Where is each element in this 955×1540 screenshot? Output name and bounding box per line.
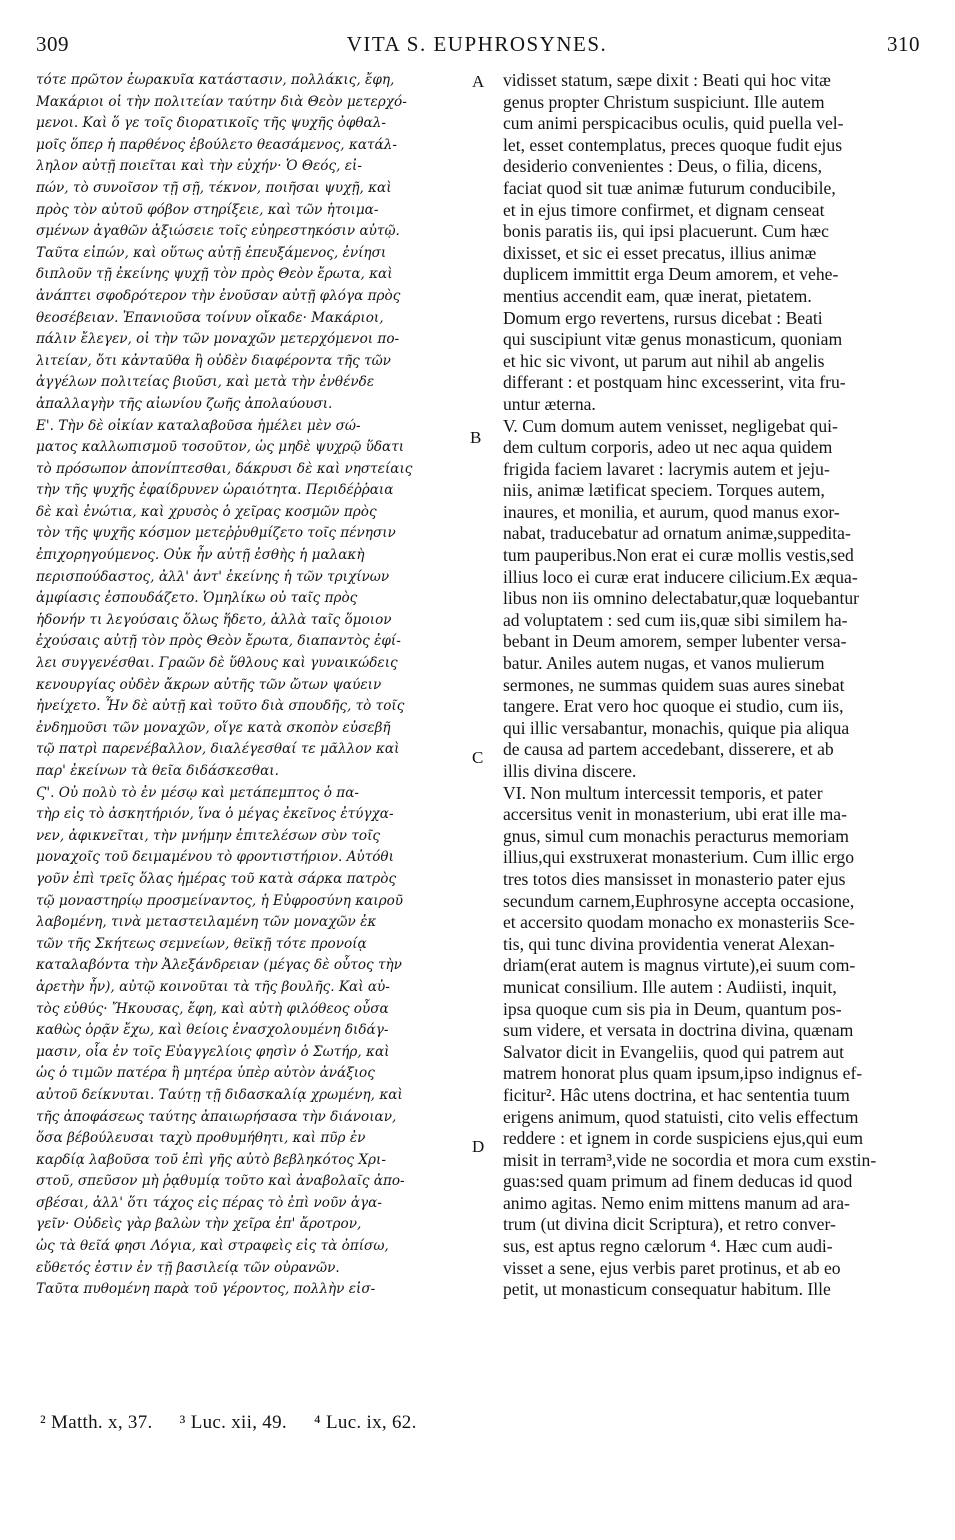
text-line: ἀπαλλαγὴν τῆς αἰωνίου ζωῆς ἀπολαύουσι.: [36, 395, 333, 412]
text-line: ficitur². Hâc utens doctrina, et hac sententia tuum: [503, 1084, 850, 1105]
margin-marker-c: C: [472, 748, 484, 767]
text-line: secundum carnem,Euphrosyne accepta occasione,: [503, 890, 855, 911]
text-line: ἐχούσαις αὐτῇ τὸν πρὸς Θεὸν ἔρωτα, διαπαντὸς ἐφί-: [36, 633, 401, 650]
text-line: ὅσα βέβούλευσαι ταχὺ προθυμήθητι, καὶ πῦρ ἐν: [36, 1130, 366, 1147]
text-line: ἀμφίασις ἐσπουδάζετο. Ὁμηλίκω οὐ ταῖς πρὸς: [36, 590, 358, 607]
text-line: καρδίᾳ λαβοῦσα τοῦ ἐπὶ γῆς αὐτὸ βεβληκότος Χρι-: [36, 1151, 386, 1168]
text-line: et in ejus timore confirmet, et dignam censeat: [503, 199, 825, 220]
text-line: περισπούδαστος, ἀλλ' ἀντ' ἐκείνης ἡ τῶν τριχίνων: [36, 568, 390, 585]
text-line: VI. Non multum intercessit temporis, et pater: [503, 782, 823, 803]
text-line: σμένων ἀγαθῶν ἀξιώσειε τοῖς εὐηρεστηκόσιν αὐτῷ.: [36, 223, 400, 240]
text-line: τὸν τῆς ψυχῆς κόσμον μετεῤῥυθμίζετο τοῖς πένησιν: [36, 525, 396, 542]
text-line: διπλοῦν τῇ ἐκείνης ψυχῇ τὸν πρὸς Θεὸν ἔρωτα, καὶ: [36, 266, 393, 283]
text-line: παρ' ἐκείνων τὰ θεῖα διδάσκεσθαι.: [36, 763, 279, 779]
text-line: τὸς εὐθύς· Ἤκουσας, ἔφη, καὶ αὐτὴ φιλόθεος οὖσα: [36, 1000, 389, 1017]
latin-text-column: [503, 70, 917, 1301]
text-line: inaures, et monilia, et aurum, quod manus exor-: [503, 501, 840, 522]
text-line: Ταῦτα πυθομένη παρὰ τοῦ γέροντος, πολλὴν εἰσ-: [36, 1281, 376, 1298]
text-line: αὐτοῦ δείκνυται. Ταύτῃ τῇ διδασκαλίᾳ χρωμένη, καὶ: [36, 1086, 403, 1103]
text-line: genus propter Christum suspiciunt. Ille autem: [503, 91, 825, 112]
text-line: ματος καλλωπισμοῦ τοσοῦτον, ὡς μηδὲ ψυχρῷ ὕδατι: [36, 439, 405, 456]
text-line: trum (ut divina dicit Scriptura), et retro conver-: [503, 1214, 836, 1235]
text-line: de causa ad partem accedebant, disserere, et ab: [503, 739, 834, 760]
text-line: Ταῦτα εἰπών, καὶ οὕτως αὐτῇ ἐπευξάμενος, ἐνίησι: [36, 244, 387, 261]
text-line: ὡς ὁ τιμῶν πατέρα ἢ μητέρα ὑπὲρ αὐτὸν ἀνάξιος: [36, 1065, 375, 1082]
text-line: λει συγγενέσθαι. Γραῶν δὲ ὕθλους καὶ γυναικώδεις: [36, 655, 398, 672]
footnotes: [40, 1412, 640, 1434]
text-line: πρὸς τὸν αὐτοῦ φόβον στηρίξειε, καὶ τῶν ἡτοιμα-: [36, 201, 379, 218]
text-line: driam(erat autem is magnus virtute),ei suum com-: [503, 955, 856, 976]
text-line: matrem honorat plus quam ipsum,ipso indignus ef-: [503, 1063, 863, 1084]
margin-marker-a: A: [472, 72, 485, 91]
text-line: erigens animum, quod statuisti, cito velis effectum: [503, 1106, 859, 1127]
text-line: gnus, simul cum monachis peracturus memoriam: [503, 825, 849, 846]
text-line: γεῖν· Οὐδεὶς γὰρ βαλὼν τὴν χεῖρα ἐπ' ἄροτρον,: [36, 1216, 362, 1233]
text-line: ad voluptatem : sed cum iis,quæ sibi similem ha-: [503, 609, 848, 630]
text-line: et accersito quodam monacho ex monasteriis Sce-: [503, 912, 855, 933]
text-line: qui illic versabantur, monachis, quique pia aliqua: [503, 717, 850, 738]
text-line: πών, τὸ συνοῖσον τῇ σῇ, τέκνον, ποιῆσαι ψυχῇ, καὶ: [36, 179, 392, 196]
text-line: ipsa quoque cum sis pia in Deum, quantum pos-: [503, 998, 842, 1019]
text-line: tum pauperibus.Non erat ei curæ mollis vestis,sed: [503, 545, 854, 566]
text-line: nabat, traducebatur ad ornatum animæ,suppedita-: [503, 523, 851, 544]
text-line: Μακάριοι οἱ τὴν πολιτείαν ταύτην διὰ Θεὸν μετερχό-: [36, 93, 407, 110]
text-line: ληλον αὐτῇ ποιεῖται καὶ τὴν εὐχήν· Ὁ Θεός, εἰ-: [36, 158, 362, 175]
text-line: κενουργίας οὐδὲν ἄκρων αὐτῆς τῶν ὤτων ψαύειν: [36, 676, 382, 693]
text-line: sermones, ne summas quidem suas aures sinebat: [503, 674, 845, 695]
text-line: μοῖς ὅπερ ἡ παρθένος ἐβούλετο θεασάμενος, κατάλ-: [36, 136, 397, 153]
text-line: mentius accendit eam, quæ inerat, pietatem.: [503, 285, 812, 306]
text-line: untur æterna.: [503, 393, 596, 414]
text-line: ἠνείχετο. Ἦν δὲ αὐτῇ καὶ τοῦτο διὰ σπουδῆς, τὸ τοῖς: [36, 698, 405, 715]
footnote-3: ³ Luc. xii, 49.: [179, 1412, 287, 1433]
page-number-left: 309: [36, 32, 69, 56]
greek-text-column: [36, 70, 464, 1301]
text-line: καθὼς ὁρᾷν ἔχω, καὶ θείοις ἐνασχολουμένη διδάγ-: [36, 1022, 389, 1039]
text-line: animo agitas. Nemo enim mittens manum ad ara-: [503, 1192, 850, 1213]
text-line: dixisset, et sic ei esset precatus, illius animæ: [503, 242, 817, 263]
text-line: δὲ καὶ ἐνώτια, καὶ χρυσὸς ὁ χεῖρας κοσμῶν πρὸς: [36, 503, 377, 520]
text-line: ἀρετὴν ἦν), αὐτῷ κοινοῦται τὰ τῆς βουλῆς. Καὶ αὐ-: [36, 978, 390, 995]
text-line: et hic sic vivont, ut parum aut nihil ab angelis: [503, 350, 825, 371]
text-line: τὴν τῆς ψυχῆς ἐφαίδρυνεν ὡραιότητα. Περιδέῤῥαια: [36, 482, 394, 499]
text-line: petit, ut monasticum consequatur habitum. Ille: [503, 1279, 831, 1300]
text-line: bebant in Deum amorem, semper lubenter versa-: [503, 631, 847, 652]
text-line: V. Cum domum autem venisset, negligebat qui-: [503, 415, 838, 436]
text-line: μασιν, οἷα ἐν τοῖς Εὐαγγελίοις φησὶν ὁ Σωτήρ, καὶ: [36, 1043, 390, 1060]
text-line: ὡς τὰ θεῖά φησι Λόγια, καὶ στραφεὶς εἰς τὰ ὀπίσω,: [36, 1238, 389, 1255]
text-line: σβέσαι, ἀλλ' ὅτι τάχος εἰς πέρας τὸ ἐπὶ νοῦν ἀγα-: [36, 1194, 382, 1211]
text-line: niis, animæ lætificat speciem. Torques autem,: [503, 480, 825, 501]
text-line: bonis paratis iis, qui ipsi placuerunt. Cum hæc: [503, 221, 829, 242]
text-line: tangere. Erat vero hoc quoque ei studio, cum iis,: [503, 696, 844, 717]
text-line: νεν, ἀφικνεῖται, τὴν μνήμην ἐπιτελέσων σὺν τοῖς: [36, 827, 381, 844]
footnote-4: ⁴ Luc. ix, 62.: [314, 1412, 417, 1433]
text-line: ἐνδημοῦσι τῶν μοναχῶν, οἵγε κατὰ σκοπὸν εὐσεβῆ: [36, 719, 391, 736]
text-line: τότε πρῶτον ἑωρακυῖα κατάστασιν, πολλάκις, ἔφη,: [36, 72, 395, 88]
text-line: sus, est aptus regno cælorum ⁴. Hæc cum audi-: [503, 1236, 833, 1257]
text-line: tis, qui tunc divina providentia venerat Alexan-: [503, 933, 835, 954]
text-line: εὔθετός ἐστιν ἐν τῇ βασιλείᾳ τῶν οὐρανῶν.: [36, 1259, 340, 1276]
text-line: τῷ πατρὶ παρενέβαλλον, διαλέγεσθαί τε μᾶλλον καὶ: [36, 741, 400, 758]
text-line: misit in terram³,vide ne socordia et mora cum exstin-: [503, 1149, 877, 1170]
text-line: Salvator dicit in Evangeliis, quod qui patrem aut: [503, 1041, 845, 1062]
page-header: [32, 30, 922, 66]
text-line: μενοι. Καὶ ὅ γε τοῖς διορατικοῖς τῆς ψυχῆς ὀφθαλ-: [36, 115, 386, 132]
text-line: visset a sene, ejus verbis paret protinus, et ab eo: [503, 1257, 841, 1278]
text-line: πάλιν ἔλεγεν, οἱ τὴν τῶν μοναχῶν μετερχόμενοι πο-: [36, 331, 400, 348]
text-line: desiderio convenientes : Deus, o filia, dicens,: [503, 156, 823, 177]
text-line: qui suscipiunt vitæ genus monasticum, quoniam: [503, 329, 843, 350]
text-line: batur. Aniles autem nugas, et vanos mulierum: [503, 653, 825, 674]
text-line: cum animi perspicacibus oculis, quid puella vel-: [503, 113, 844, 134]
text-line: μοναχοῖς τοῦ δειμαμένου τὸ φροντιστήριον. Αὐτόθι: [36, 849, 394, 866]
text-line: λιτείαν, ὅτι κἀνταῦθα ἢ οὐδὲν διαφέροντα τῆς τῶν: [36, 352, 391, 369]
page-number-right: 310: [887, 32, 920, 56]
text-line: τῶν τῆς Σκήτεως σεμνείων, θεϊκῇ τότε προνοίᾳ: [36, 935, 367, 952]
text-line: reddere : et ignem in corde suspiciens ejus,qui eum: [503, 1128, 864, 1149]
text-line: illius loco ei curæ erat inducere cilicium.Ex æqua-: [503, 566, 858, 587]
text-line: ἡδονήν τι λεγούσαις ὅλως ἥδετο, ἀλλὰ ταῖς ὅμοιον: [36, 611, 392, 628]
text-line: Domum ergo revertens, rursus dicebat : Beati: [503, 307, 823, 328]
text-line: λαβομένη, τινὰ μεταστειλαμένη τῶν μοναχῶν ἐκ: [36, 914, 377, 931]
text-line: γοῦν ἐπὶ τρεῖς ὅλας ἡμέρας τοῦ κατὰ σάρκα πατρὸς: [36, 870, 397, 887]
text-line: faciat quod sit tuæ animæ futurum conducibile,: [503, 177, 836, 198]
text-line: ἀγγέλων πολιτείας βιοῦσι, καὶ μετὰ τὴν ἐνθένδε: [36, 374, 375, 391]
text-line: καταλαβόντα τὴν Ἀλεξάνδρειαν (μέγας δὲ οὗτος τὴν: [36, 957, 402, 974]
text-line: differant : et postquam hinc excesserint, vita fru-: [503, 372, 846, 393]
text-line: guas:sed quam primum ad finem deducas id quod: [503, 1171, 853, 1192]
footnote-2: ² Matth. x, 37.: [40, 1412, 153, 1433]
text-line: τὴρ εἰς τὸ ἀσκητήριόν, ἵνα ὁ μέγας ἐκεῖνος ἐτύγχα-: [36, 806, 394, 823]
text-line: accersitus venit in monasterium, ubi erat ille ma-: [503, 804, 847, 825]
text-line: τὸ πρόσωπον ἀπονίπτεσθαι, δάκρυσι δὲ καὶ νηστείαις: [36, 460, 413, 477]
text-line: let, esset contemplatus, preces quoque fudit ejus: [503, 134, 843, 155]
text-line: vidisset statum, sæpe dixit : Beati qui hoc vitæ: [503, 70, 831, 90]
text-line: illius,qui exstruxerat monasterium. Cum illic ergo: [503, 847, 855, 868]
text-line: municat consilium. Ille autem : Audiisti, inquit,: [503, 976, 837, 997]
text-line: ἀνάπτει σφοδρότερον τὴν ἐνοῦσαν αὐτῇ φλόγα πρὸς: [36, 287, 401, 304]
text-line: sum videre, et versata in doctrina divina, quænam: [503, 1020, 854, 1041]
text-line: Ε'. Τὴν δὲ οἰκίαν καταλαβοῦσα ἠμέλει μὲν σώ-: [36, 417, 361, 434]
text-line: Ϛ'. Οὐ πολὺ τὸ ἐν μέσῳ καὶ μετάπεμπτος ὁ πα-: [36, 784, 359, 801]
running-title: VITA S. EUPHROSYNES.: [346, 32, 608, 56]
text-line: τῆς ἀποφάσεως ταύτης ἀπαιωρήσασα τὴν διάνοιαν,: [36, 1108, 397, 1125]
text-line: frigida faciem lavaret : lacrymis autem et jeju-: [503, 458, 830, 479]
text-line: tres totos dies mansisset in monasterio pater ejus: [503, 868, 846, 889]
text-line: τῷ μοναστηρίῳ προσμείναντος, ἡ Εὐφροσύνη καιροῦ: [36, 892, 404, 909]
margin-marker-d: D: [472, 1137, 485, 1156]
text-line: libus non iis omnino delectabatur,quæ loquebantur: [503, 588, 859, 609]
text-line: duplicem immittit erga Deum amorem, et vehe-: [503, 264, 839, 285]
text-line: ἐπιχορηγούμενος. Οὐκ ἦν αὐτῇ ἐσθὴς ἡ μαλακὴ: [36, 547, 365, 564]
margin-marker-b: B: [470, 428, 482, 447]
text-line: θεοσέβειαν. Ἐπανιοῦσα τοίνυν οἴκαδε· Μακάριοι,: [36, 309, 384, 326]
text-line: illis divina discere.: [503, 761, 637, 781]
text-line: dem cultum corporis, adeo ut nec aqua quidem: [503, 437, 833, 458]
text-line: στοῦ, σπεῦσον μὴ ῥᾳθυμίᾳ τοῦτο καὶ ἀναβολαῖς ἀπο-: [36, 1173, 405, 1190]
